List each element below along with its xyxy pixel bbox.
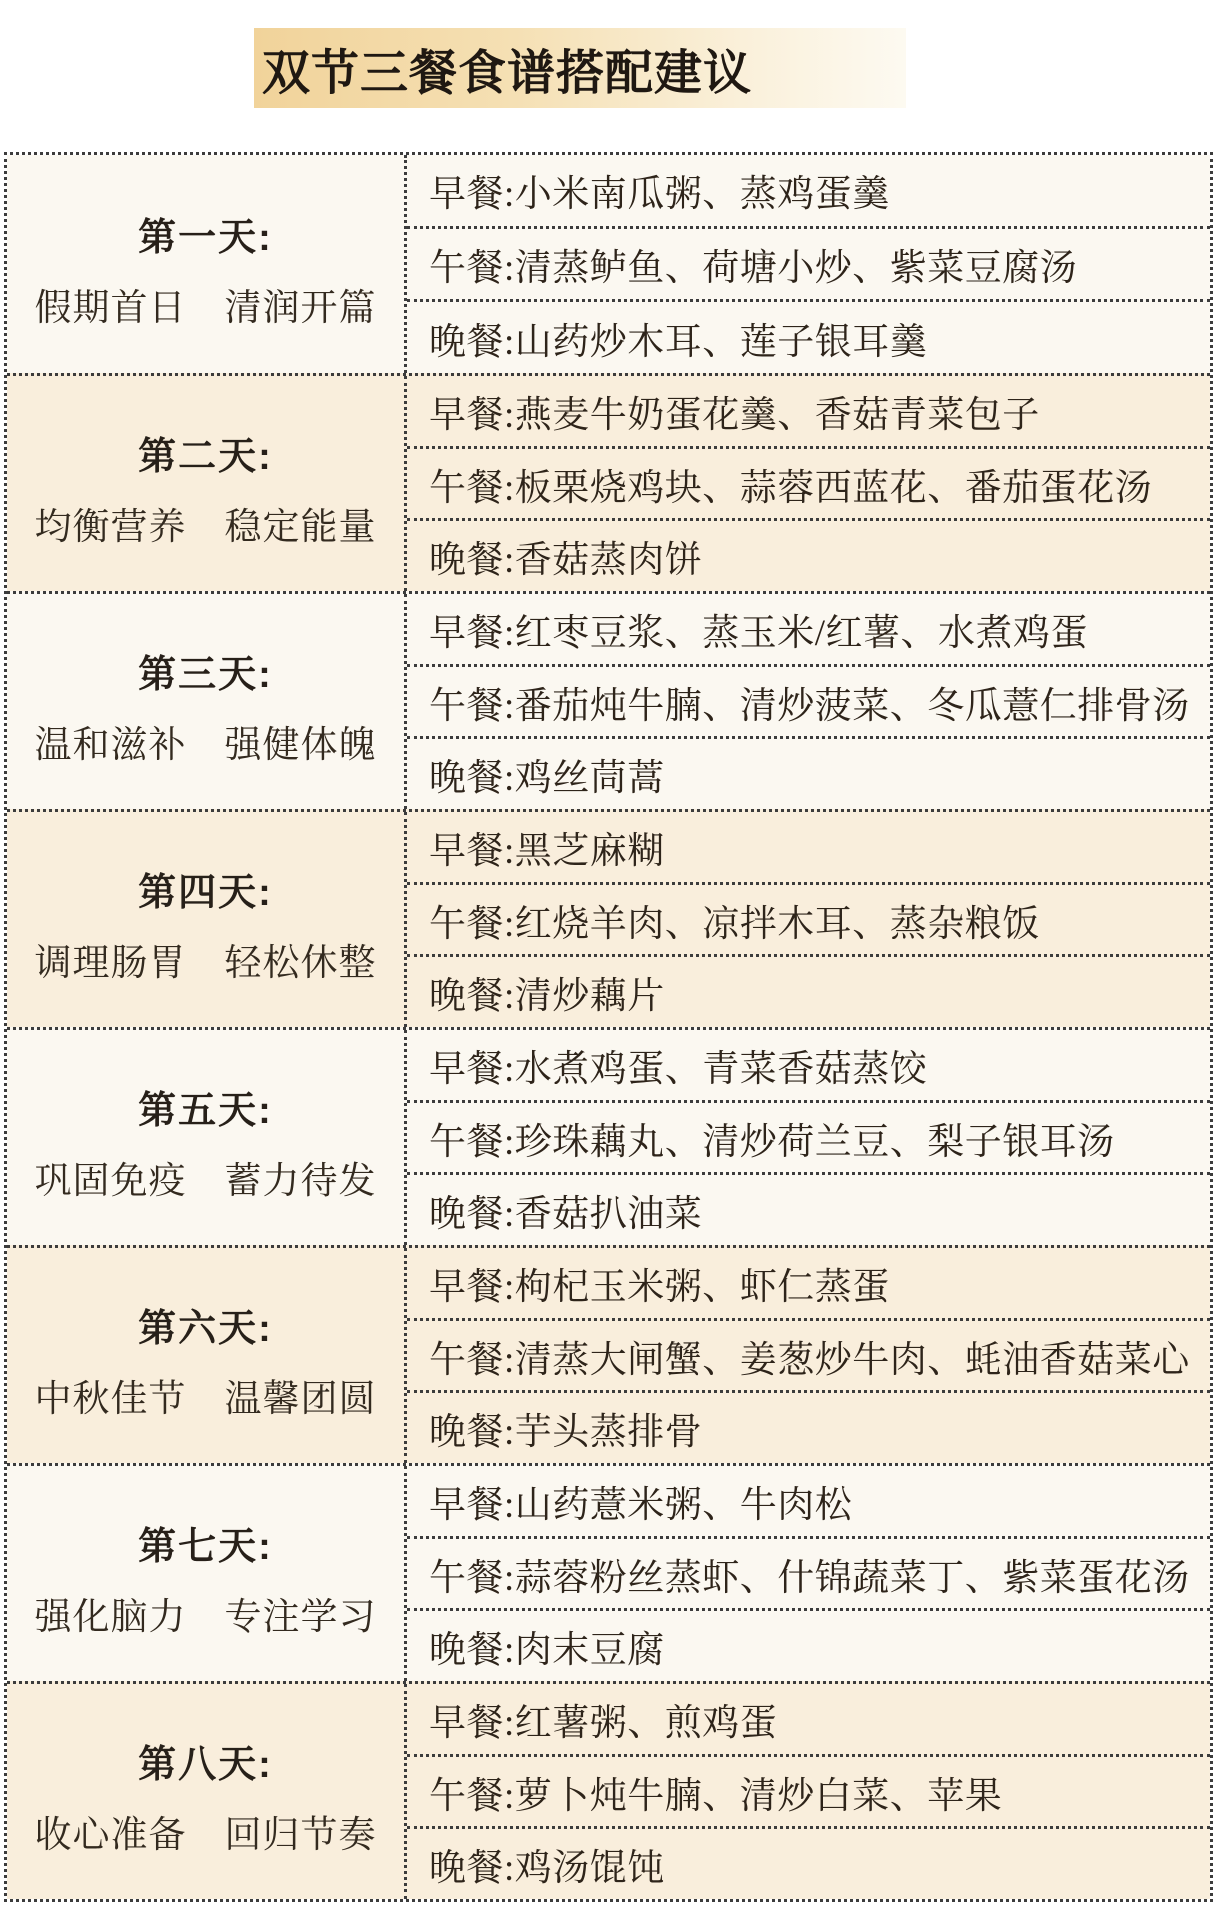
day-group-5 bbox=[7, 1027, 1210, 1245]
meal-row-dinner bbox=[407, 1826, 1210, 1899]
day-title: 第三天: bbox=[138, 654, 273, 696]
meal-row-dinner bbox=[407, 518, 1210, 591]
meals-cell bbox=[407, 1030, 1210, 1245]
meal-label: 早餐: bbox=[429, 1702, 515, 1744]
meal-label: 早餐: bbox=[429, 1484, 515, 1526]
meal-items: 小米南瓜粥、蒸鸡蛋羹 bbox=[514, 174, 890, 216]
meal-row-dinner bbox=[407, 736, 1210, 809]
meal-items: 枸杞玉米粥、虾仁蒸蛋 bbox=[514, 1266, 890, 1308]
meal-items: 板栗烧鸡块、蒜蓉西蓝花、番茄蛋花汤 bbox=[514, 467, 1153, 509]
meal-label: 早餐: bbox=[429, 394, 515, 436]
meal-row-lunch bbox=[407, 1318, 1210, 1391]
day-cell bbox=[7, 376, 407, 591]
meal-label: 早餐: bbox=[429, 830, 515, 872]
meal-row-lunch bbox=[407, 1754, 1210, 1827]
meal-items: 山药炒木耳、莲子银耳羹 bbox=[514, 321, 928, 363]
meal-row-breakfast bbox=[407, 376, 1210, 446]
meal-row-dinner bbox=[407, 1390, 1210, 1463]
meal-row-dinner bbox=[407, 954, 1210, 1027]
day-group-2 bbox=[7, 373, 1210, 591]
meal-row-lunch bbox=[407, 1536, 1210, 1609]
day-cell bbox=[7, 812, 407, 1027]
title-banner bbox=[254, 28, 906, 108]
day-theme: 收心准备 回归节奏 bbox=[34, 1815, 377, 1856]
day-theme: 强化脑力 专注学习 bbox=[34, 1597, 377, 1638]
day-theme: 巩固免疫 蓄力待发 bbox=[34, 1161, 377, 1202]
day-group-4 bbox=[7, 809, 1210, 1027]
meal-label: 午餐: bbox=[429, 467, 515, 509]
day-theme: 假期首日 清润开篇 bbox=[34, 287, 377, 329]
day-cell bbox=[7, 1684, 407, 1899]
meal-row-breakfast bbox=[407, 1684, 1210, 1754]
meals-cell bbox=[407, 155, 1210, 373]
meal-label: 晚餐: bbox=[429, 1412, 515, 1454]
meal-label: 早餐: bbox=[429, 1048, 515, 1090]
meal-row-breakfast bbox=[407, 1030, 1210, 1100]
meal-plan-table bbox=[4, 152, 1213, 1902]
meal-row-breakfast bbox=[407, 1248, 1210, 1318]
meal-label: 晚餐: bbox=[429, 758, 515, 800]
meal-items: 红烧羊肉、凉拌木耳、蒸杂粮饭 bbox=[514, 903, 1040, 945]
meal-row-dinner bbox=[407, 1172, 1210, 1245]
meal-row-lunch bbox=[407, 664, 1210, 737]
meal-items: 鸡汤馄饨 bbox=[514, 1848, 665, 1890]
page-title: 双节三餐食谱搭配建议 bbox=[262, 46, 753, 100]
meal-items: 肉末豆腐 bbox=[514, 1630, 665, 1672]
day-title: 第一天: bbox=[138, 216, 273, 259]
meal-label: 晚餐: bbox=[429, 540, 515, 582]
meal-row-breakfast bbox=[407, 594, 1210, 664]
meal-items: 红枣豆浆、蒸玉米/红薯、水煮鸡蛋 bbox=[514, 612, 1089, 654]
meal-row-breakfast bbox=[407, 155, 1210, 226]
day-theme: 均衡营养 稳定能量 bbox=[34, 507, 377, 548]
meal-label: 午餐: bbox=[429, 685, 515, 727]
meal-items: 香菇蒸肉饼 bbox=[514, 540, 703, 582]
day-title: 第六天: bbox=[138, 1308, 273, 1350]
day-title: 第五天: bbox=[138, 1090, 273, 1132]
day-theme: 温和滋补 强健体魄 bbox=[34, 725, 377, 766]
day-title: 第八天: bbox=[138, 1744, 273, 1786]
meal-items: 燕麦牛奶蛋花羹、香菇青菜包子 bbox=[514, 394, 1040, 436]
meal-row-dinner bbox=[407, 299, 1210, 373]
meals-cell bbox=[407, 594, 1210, 809]
day-cell bbox=[7, 155, 407, 373]
meal-items: 水煮鸡蛋、青菜香菇蒸饺 bbox=[514, 1048, 928, 1090]
meal-label: 早餐: bbox=[429, 174, 515, 216]
meals-cell bbox=[407, 812, 1210, 1027]
meal-items: 萝卜炖牛腩、清炒白菜、苹果 bbox=[514, 1775, 1003, 1817]
meal-items: 芋头蒸排骨 bbox=[514, 1412, 703, 1454]
meal-label: 早餐: bbox=[429, 1266, 515, 1308]
day-theme: 中秋佳节 温馨团圆 bbox=[34, 1379, 377, 1420]
meal-items: 香菇扒油菜 bbox=[514, 1194, 703, 1236]
meal-items: 番茄炖牛腩、清炒菠菜、冬瓜薏仁排骨汤 bbox=[514, 685, 1190, 727]
meal-label: 晚餐: bbox=[429, 976, 515, 1018]
meal-items: 清蒸大闸蟹、姜葱炒牛肉、蚝油香菇菜心 bbox=[514, 1339, 1190, 1381]
meal-row-dinner bbox=[407, 1608, 1210, 1681]
meals-cell bbox=[407, 1684, 1210, 1899]
meal-label: 午餐: bbox=[429, 1775, 515, 1817]
meals-cell bbox=[407, 1466, 1210, 1681]
meals-cell bbox=[407, 1248, 1210, 1463]
day-cell bbox=[7, 1466, 407, 1681]
meal-label: 午餐: bbox=[429, 1121, 515, 1163]
meal-items: 珍珠藕丸、清炒荷兰豆、梨子银耳汤 bbox=[514, 1121, 1115, 1163]
day-group-3 bbox=[7, 591, 1210, 809]
meals-cell bbox=[407, 376, 1210, 591]
meal-items: 清炒藕片 bbox=[514, 976, 665, 1018]
day-title: 第四天: bbox=[138, 872, 273, 914]
day-group-6 bbox=[7, 1245, 1210, 1463]
meal-items: 蒜蓉粉丝蒸虾、什锦蔬菜丁、紫菜蛋花汤 bbox=[514, 1557, 1190, 1599]
meal-label: 晚餐: bbox=[429, 1848, 515, 1890]
meal-label: 午餐: bbox=[429, 1557, 515, 1599]
day-group-1 bbox=[7, 155, 1210, 373]
meal-row-breakfast bbox=[407, 1466, 1210, 1536]
meal-label: 午餐: bbox=[429, 903, 515, 945]
day-title: 第七天: bbox=[138, 1526, 273, 1568]
meal-label: 早餐: bbox=[429, 612, 515, 654]
meal-row-lunch bbox=[407, 446, 1210, 519]
meal-label: 午餐: bbox=[429, 248, 515, 289]
day-group-7 bbox=[7, 1463, 1210, 1681]
day-group-8 bbox=[7, 1681, 1210, 1899]
meal-label: 晚餐: bbox=[429, 1194, 515, 1236]
day-cell bbox=[7, 594, 407, 809]
day-cell bbox=[7, 1030, 407, 1245]
meal-label: 午餐: bbox=[429, 1339, 515, 1381]
meal-items: 黑芝麻糊 bbox=[514, 830, 665, 872]
meal-items: 鸡丝茼蒿 bbox=[514, 758, 665, 800]
meal-items: 山药薏米粥、牛肉松 bbox=[514, 1484, 853, 1526]
day-theme: 调理肠胃 轻松休整 bbox=[34, 943, 377, 984]
meal-row-breakfast bbox=[407, 812, 1210, 882]
meal-row-lunch bbox=[407, 882, 1210, 955]
meal-items: 清蒸鲈鱼、荷塘小炒、紫菜豆腐汤 bbox=[514, 248, 1078, 289]
meal-row-lunch bbox=[407, 1100, 1210, 1173]
meal-label: 晚餐: bbox=[429, 1630, 515, 1672]
day-cell bbox=[7, 1248, 407, 1463]
meal-label: 晚餐: bbox=[429, 321, 515, 363]
day-title: 第二天: bbox=[138, 436, 273, 478]
meal-items: 红薯粥、煎鸡蛋 bbox=[514, 1702, 778, 1744]
meal-row-lunch bbox=[407, 226, 1210, 300]
